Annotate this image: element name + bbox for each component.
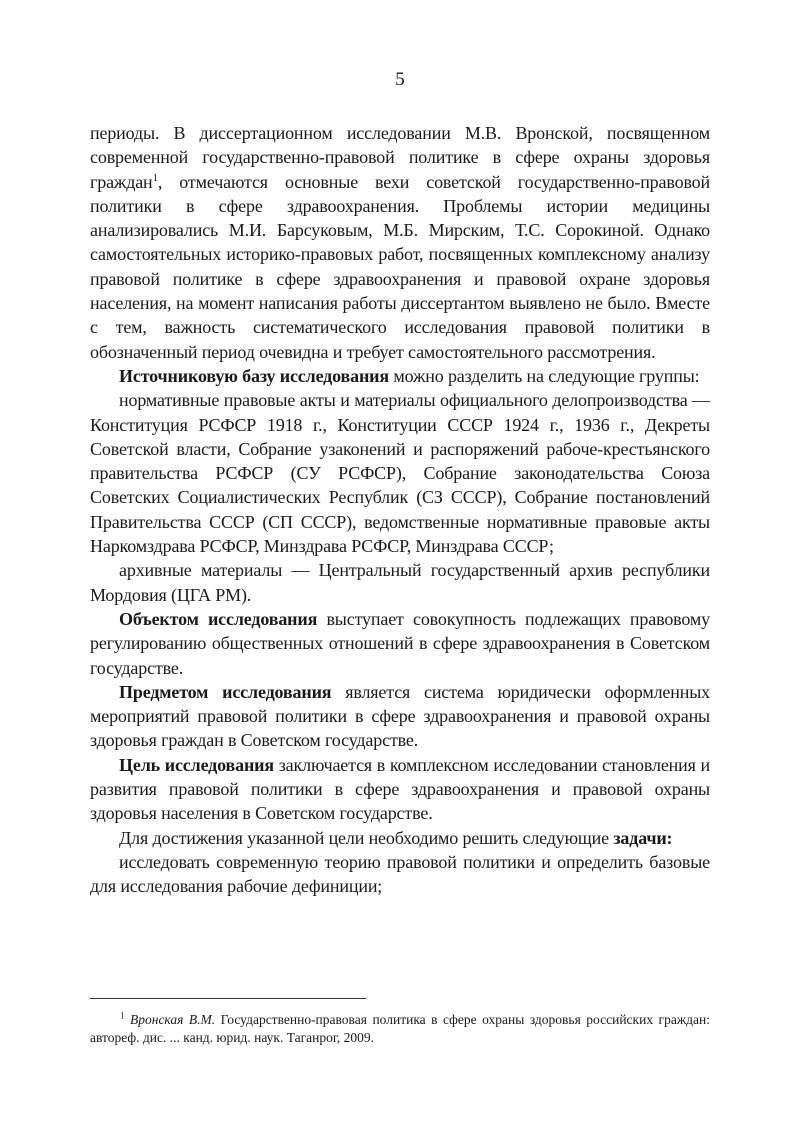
paragraph-text: выступает совокупность подлежащих правовому регулированию общественных отношений в сфере здравоохранения в Советском государстве. (90, 608, 711, 678)
paragraph-text: периоды. В диссертационном исследовании М.В. Вронской, посвященном современной государственно-правовой политике в сфере охраны здоровья граждан (90, 123, 710, 192)
list-item-archives: архивные материалы — Центральный государственный архив республики Мордовия (ЦГА РМ). (90, 560, 710, 605)
paragraph-sources (90, 364, 710, 388)
list-item-normative-acts: нормативные правовые акты и материалы официального делопроизводства — Конституция РСФСР 1918 г., Конституции СССР 1924 г., 1936 г., Декреты Советской власти, Собрание узаконений и распоряжений рабоче-крестьянского правительства РСФСР (СУ РСФСР), Собрание законодательства Союза Советских Социалистических Республик (СЗ СССР), Собрание постановлений Правительства СССР (СП СССР), ведомственные нормативные правовые акты Наркомздрава РСФСР, Минздрава РСФСР, Минздрава СССР; (90, 390, 710, 557)
page-number: 5 (395, 69, 405, 90)
paragraph-text: можно разделить на следующие группы: (388, 365, 700, 386)
footnote-separator (90, 998, 366, 999)
paragraph-tasks-intro (90, 826, 710, 850)
paragraph-text: является система юридически оформленных мероприятий правовой политики в сфере здравоохранения и правовой охраны здоровья граждан в Советском государстве. (90, 681, 711, 751)
term-tasks: задачи: (613, 827, 673, 848)
main-text (90, 121, 710, 899)
paragraph-historiography (90, 121, 710, 364)
term-sources: Источниковую базу исследования (119, 365, 389, 386)
footnote-mark: 1 (120, 1010, 125, 1021)
paragraph-text: заключается в комплексном исследовании становления и развития правовой политики в сфере здравоохранения и правовой охраны здоровья населения в Советском государстве. (90, 754, 710, 824)
term-subject: Предметом исследования (119, 681, 332, 702)
paragraph-object (90, 607, 710, 680)
footnote-text: Государственно-правовая политика в сфере охраны здоровья российских граждан: автореф. дис. ... канд. юрид. наук. Таганрог, 2009. (90, 1012, 710, 1045)
paragraph-text: , отмечаются основные вехи советской государственно-правовой политики в сфере здравоохранения. Проблемы истории медицины анализировались М.И. Барсуковым, М.Б. Мирским, Т.С. Сорокиной. Однако самостоятельных историко-правовых работ, посвященных комплексному анализу правовой политике в сфере здравоохранения и правовой охране здоровья населения, на момент написания работы диссертантом выявлено не было. Вместе с тем, важность систематического исследования правовой политики в обозначенный период очевидна и требует самостоятельного рассмотрения. (90, 171, 710, 362)
term-object: Объектом исследования (119, 608, 318, 629)
paragraph-goal (90, 753, 710, 826)
term-goal: Цель исследования (119, 754, 274, 775)
footnote (90, 1011, 710, 1047)
footnote-reference: 1 (152, 171, 158, 184)
paragraph-text: Для достижения указанной цели необходимо решить следующие (119, 827, 614, 848)
paragraph-subject (90, 680, 710, 753)
list-item-task-1: исследовать современную теорию правовой политики и определить базовые для исследования рабочие дефиниции; (90, 851, 710, 897)
footnote-author: Вронская В.М. (130, 1012, 216, 1027)
